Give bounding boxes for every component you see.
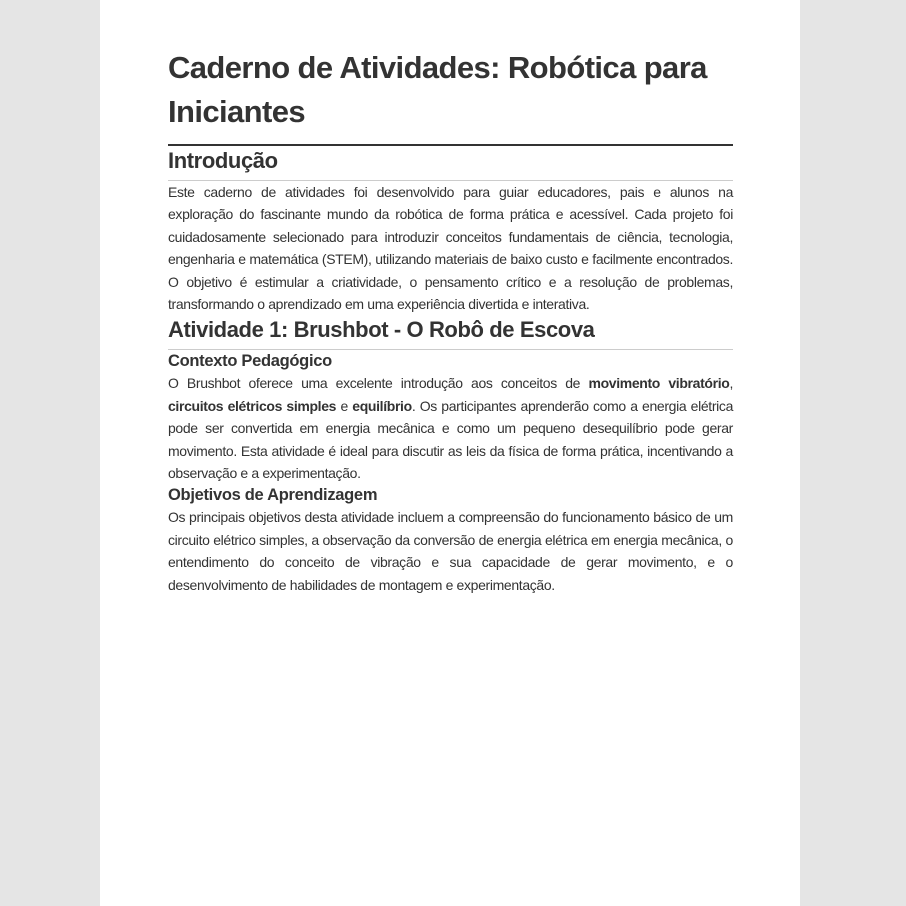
- text-run: e: [336, 397, 353, 414]
- section-heading-introduction: Introdução: [168, 146, 733, 181]
- subheading-learning-objectives: Objetivos de Aprendizagem: [168, 486, 378, 505]
- text-run: . Os participantes aprenderão como a energia elétrica pode ser convertida em energia mecânica e como um pequeno desequilíbrio pode gerar movimento. Esta atividade é ideal para discutir as leis da física de forma prática, incentivando a observação e a experimentação.: [168, 397, 734, 482]
- bold-term-balance: equilíbrio: [352, 397, 412, 414]
- section-heading-activity-1: Atividade 1: Brushbot - O Robô de Escova: [168, 315, 733, 350]
- document-page: [100, 0, 800, 906]
- bold-term-vibratory-motion: movimento vibratório: [588, 375, 730, 392]
- subheading-pedagogical-context: Contexto Pedagógico: [168, 352, 332, 371]
- learning-objectives-paragraph: Os principais objetivos desta atividade incluem a compreensão do funcionamento básico de um circuito elétrico simples, a observação da conversão de energia elétrica em energia mecânica, o entendimento do conceito de vibração e sua capacidade de gerar movimento, e o desenvolvimento de habilidades de montagem e experimentação.: [168, 509, 733, 593]
- pedagogical-context-paragraph: [168, 372, 733, 484]
- introduction-paragraph: Este caderno de atividades foi desenvolvido para guiar educadores, pais e alunos na exploração do fascinante mundo da robótica de forma prática e acessível. Cada projeto foi cuidadosamente selecionado para introduzir conceitos fundamentais de ciência, tecnologia, engenharia e matemática (STEM), utilizando materiais de baixo custo e facilmente encontrados. O objetivo é estimular a criatividade, o pensamento crítico e a resolução de problemas, transformando o aprendizado em uma experiência divertida e interativa.: [168, 184, 733, 313]
- section-activity-1: [168, 315, 733, 596]
- section-introduction: [168, 146, 733, 315]
- text-run: ,: [729, 375, 733, 392]
- bold-term-simple-circuits: circuitos elétricos simples: [168, 397, 337, 414]
- text-run: O Brushbot oferece uma excelente introdução aos conceitos de: [168, 375, 589, 392]
- document-title: Caderno de Atividades: Robótica para Iniciantes: [168, 0, 733, 146]
